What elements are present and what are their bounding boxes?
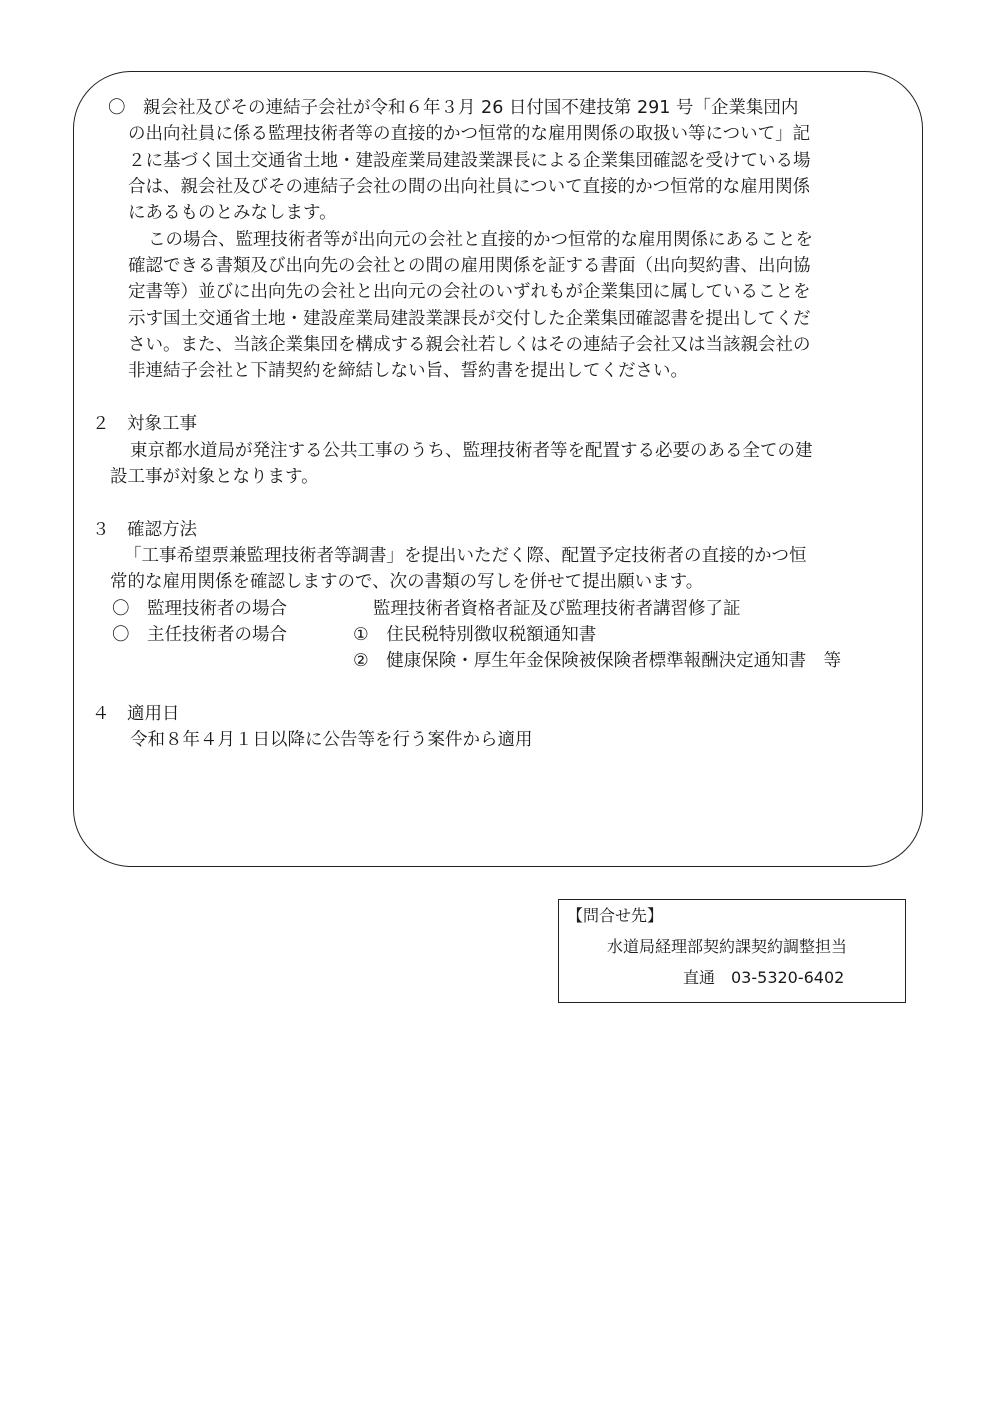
item-document: ① 住民税特別徴収税額通知書 bbox=[353, 625, 597, 645]
para1-line: 〇 親会社及びその連結子会社が令和６年３月 26 日付国不建技第 291 号「企業集団内 bbox=[108, 98, 799, 118]
section-line: 「工事希望票兼監理技術者等調書」を提出いただく際、配置予定技術者の直接的かつ恒 bbox=[124, 546, 807, 566]
section-line: 東京都水道局が発注する公共工事のうち、監理技術者等を配置する必要のある全ての建 bbox=[130, 441, 813, 461]
para2-line: 非連結子会社と下請契約を締結しない旨、誓約書を提出してください。 bbox=[128, 361, 688, 381]
para2-line: 定書等）並びに出向先の会社と出向元の会社のいずれもが企業集団に属していることを bbox=[128, 282, 811, 302]
contact-box bbox=[558, 899, 906, 1003]
contact-phone: 直通 03-5320-6402 bbox=[683, 968, 845, 987]
para1-line: 合は、親会社及びその連結子会社の間の出向社員について直接的かつ恒常的な雇用関係 bbox=[128, 177, 811, 197]
para2-line: この場合、監理技術者等が出向元の会社と直接的かつ恒常的な雇用関係にあることを bbox=[148, 230, 813, 250]
section-heading: ２ 対象工事 bbox=[92, 414, 197, 434]
section-line: 設工事が対象となります。 bbox=[110, 467, 319, 487]
para2-line: 確認できる書類及び出向先の会社との間の雇用関係を証する書面（出向契約書、出向協 bbox=[128, 256, 811, 276]
section-line: 常的な雇用関係を確認しますので、次の書類の写しを併せて提出願います。 bbox=[110, 572, 704, 592]
para1-line: にあるものとみなします。 bbox=[128, 203, 337, 223]
section-line: 令和８年４月１日以降に公告等を行う案件から適用 bbox=[130, 730, 533, 750]
item-document: 監理技術者資格者証及び監理技術者講習修了証 bbox=[373, 599, 741, 619]
item-label: 〇 監理技術者の場合 bbox=[112, 599, 287, 619]
section-heading: ３ 確認方法 bbox=[92, 520, 197, 540]
contact-dept: 水道局経理部契約課契約調整担当 bbox=[607, 937, 848, 956]
para1-line: ２に基づく国土交通省土地・建設産業局建設業課長による企業集団確認を受けている場 bbox=[128, 151, 811, 171]
item-document: ② 健康保険・厚生年金保険被保険者標準報酬決定通知書 等 bbox=[353, 651, 842, 671]
contact-title: 【問合せ先】 bbox=[567, 906, 664, 925]
item-label: 〇 主任技術者の場合 bbox=[112, 625, 287, 645]
para2-line: 示す国土交通省土地・建設産業局建設業課長が交付した企業集団確認書を提出してくだ bbox=[128, 309, 811, 329]
para1-line: の出向社員に係る監理技術者等の直接的かつ恒常的な雇用関係の取扱い等について」記 bbox=[128, 124, 811, 144]
para2-line: さい。また、当該企業集団を構成する親会社若しくはその連結子会社又は当該親会社の bbox=[128, 335, 811, 355]
section-heading: ４ 適用日 bbox=[92, 704, 180, 724]
